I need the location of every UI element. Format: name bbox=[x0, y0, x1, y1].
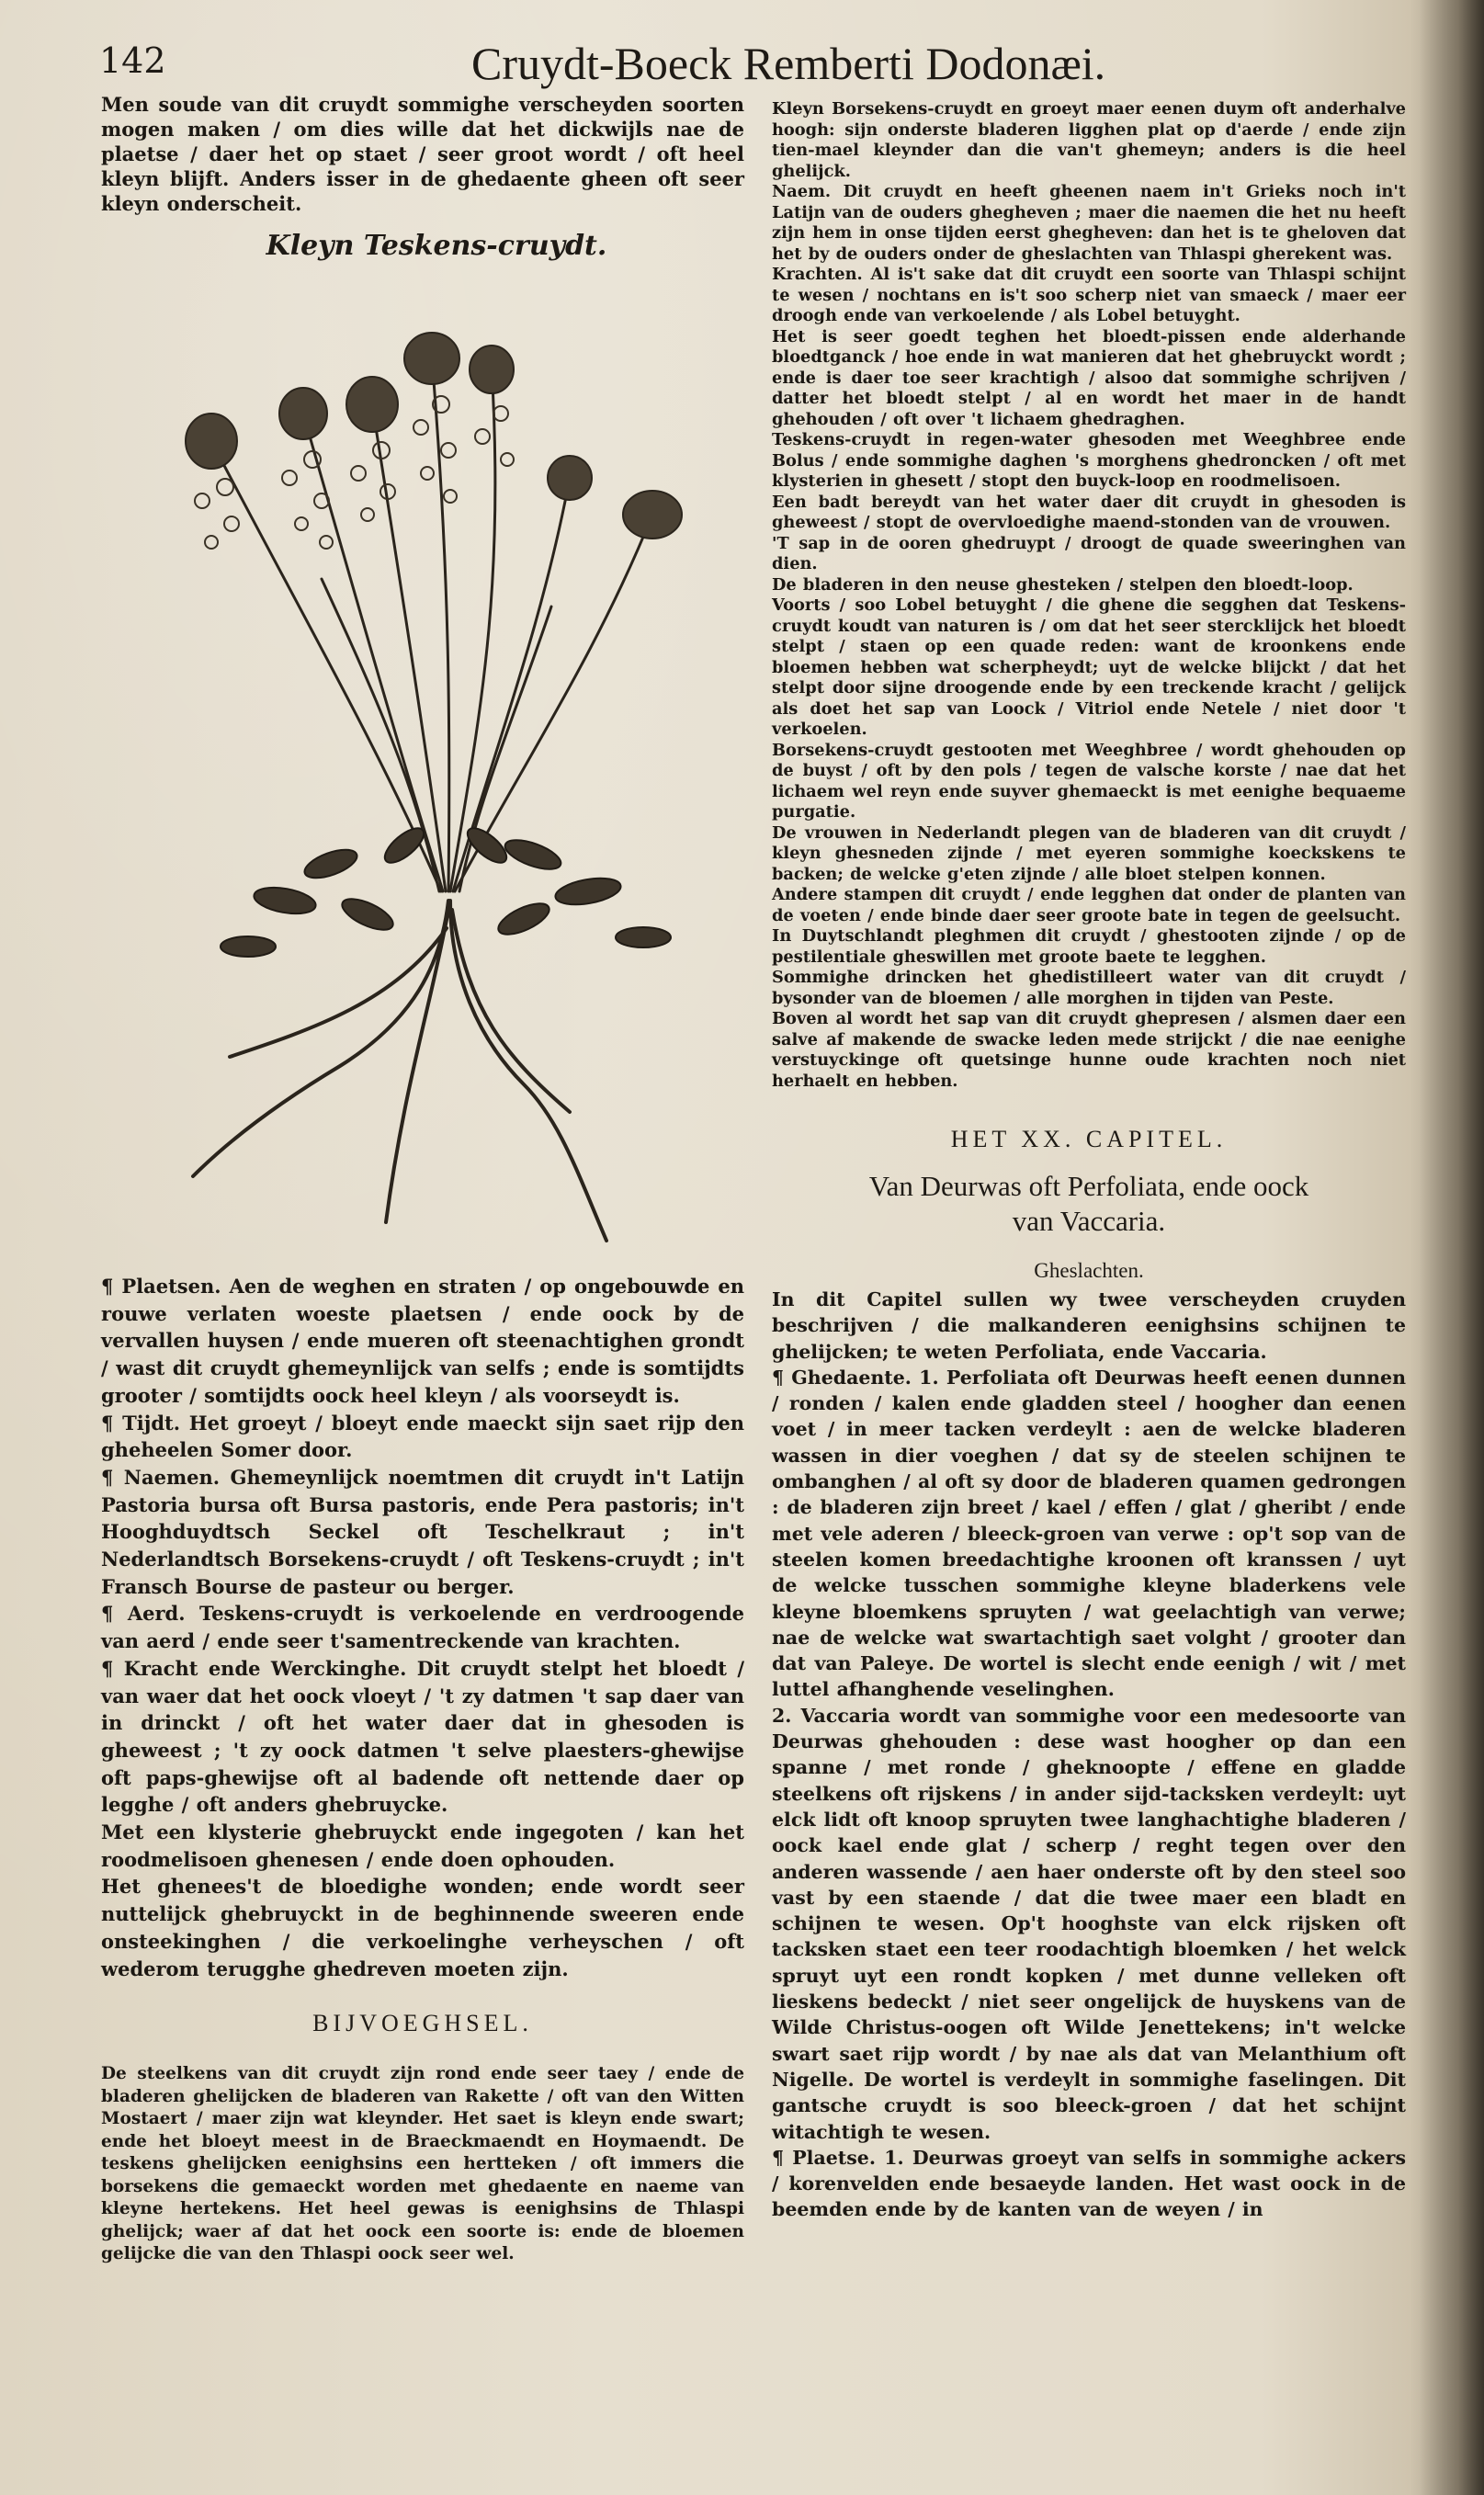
right-paragraph: Teskens-cruydt in regen-water ghesoden met Weeghbree ende Bolus / ende sommighe daghen 's morghens ghedroncken / oft met klysterien in ghesett / stopt den buyck-loop en roodmelisoen. bbox=[772, 430, 1406, 491]
right-paragraph: Voorts / soo Lobel betuyght / die ghene die segghen dat Teskens-cruydt koudt van naturen is / om dat het seer stercklijck het bloedt stelpt / staen op een quade reden: want de kroonkens ende bloemen hebben wat scherpheydt; uyt de welcke blijckt / dat het stelpt door sijne droogende ende by een treckende kracht / gelijck als doet het sap van Loock / Vitriol ende Netele / niet door 't verkoelen. bbox=[772, 595, 1406, 739]
chapter-title-line-1: Van Deurwas oft Perfoliata, ende oock bbox=[868, 1170, 1309, 1202]
bijvoeghsel-heading: BIJVOEGHSEL. bbox=[312, 2010, 533, 2036]
chapter-title-line-2: van Vaccaria. bbox=[1012, 1205, 1166, 1237]
paragraph-naemen: ¶ Naemen. Ghemeynlijck noemtmen dit cruydt in't Latijn Pastoria bursa oft Bursa pastoris, ende Pera pastoris; in't Hooghduydtsch Seckel oft Teschelkraut ; in't Nederlandtsch Borsekens-cruydt / oft Teskens-cruydt ; in't Fransch Bourse de pasteur ou berger. bbox=[101, 1465, 744, 1598]
bijvoeghsel-paragraph: De steelkens van dit cruydt zijn rond ende seer taey / ende de bladeren ghelijcken de bladeren van Rakette / oft van den Witten Mostaert / maer zijn wat kleynder. Het saet is kleyn ende swart; ende het bloeyt meest in de Braeckmaendt en Hoymaendt. De teskens ghelijcken eenighsins een hertteken / oft immers die borsekens die gemaeckt worden met ghedaente en naeme van kleyne hertekens. Het heel gewas is eenighsins de Thlaspi ghelijck; waer af dat het oock een soorte is: ende de bloemen gelijcke die van den Thlaspi oock seer wel. bbox=[101, 2064, 744, 2263]
paragraph-klysterie: Met een klysterie ghebruyckt ende ingegoten / kan het roodmelisoen ghenesen / ende doen ophouden. bbox=[101, 1820, 744, 1871]
plaetse-paragraph: ¶ Plaetse. 1. Deurwas groeyt van selfs in sommighe ackers / korenvelden ende besaeyde landen. Het wast oock in de beemden ende by de kanten van de weyen / in bbox=[772, 2146, 1406, 2221]
right-paragraph: Naem. Dit cruydt en heeft gheenen naem in't Grieks noch in't Latijn van de ouders ghegheven ; maer die naemen die het nu heeft zijn hem in onse tijden eerst ghegheven: dan het is te gheloven dat het by de ouders onder de gheslachten van Thlaspi gherekent was. bbox=[772, 182, 1406, 264]
right-paragraph: Een badt bereydt van het water daer dit cruydt in ghesoden is gheweest / stopt de overvloedighe maend-stonden van de vrouwen. bbox=[772, 492, 1406, 532]
left-intro-paragraph: Men soude van dit cruydt sommighe verscheyden soorten mogen maken / om dies wille dat het dickwijls nae de plaetse / daer het op staet / seer groot wordt / oft heel kleyn blijft. Anders isser in de ghedaente gheen oft seer kleyn onderscheit. bbox=[101, 93, 744, 215]
bijvoeghsel-block bbox=[101, 2063, 744, 2266]
right-paragraph: Sommighe drincken het ghedistilleert water van dit cruydt / bysonder van de bloemen / alle morghen in tijden van Peste. bbox=[772, 968, 1406, 1008]
chapter-title bbox=[772, 1169, 1406, 1239]
right-paragraph: 'T sap in de ooren ghedruypt / droogt de quade sweeringhen van dien. bbox=[772, 533, 1406, 573]
gutter-shadow bbox=[1420, 0, 1484, 2495]
right-paragraph: Het is seer goedt teghen het bloedt-pissen ende alderhande bloedtganck / hoe ende in wat manieren dat het ghebruyckt wordt ; ende is daer toe seer krachtigh / alsoo dat sommighe schrijven / datter het bloedt stelpt / al en wordt het maer in de handt ghehouden / oft over 't lichaem ghedraghen. bbox=[772, 326, 1406, 429]
paragraph-kracht: ¶ Kracht ende Werckinghe. Dit cruydt stelpt het bloedt / van waer dat het oock vloeyt / 't zy datmen 't sap daer van in drinckt / oft het water daer dat in ghesoden is gheweest ; 't zy oock datmen 't selve plaesters-ghewijse oft paps-ghewijse oft al badende oft nettende daer op legghe / oft anders ghebruycke. bbox=[101, 1656, 744, 1817]
page-number: 142 bbox=[99, 40, 166, 81]
right-top-block bbox=[772, 99, 1406, 1092]
figure-caption: Kleyn Teskens-cruydt. bbox=[266, 230, 607, 262]
right-paragraph: De bladeren in den neuse ghesteken / stelpen den bloedt-loop. bbox=[772, 574, 1354, 595]
paragraph-tijdt: ¶ Tijdt. Het groeyt / bloeyt ende maeckt sijn saet rijp den gheheelen Somer door. bbox=[101, 1411, 744, 1462]
paragraph-wonden: Het ghenees't de bloedighe wonden; ende wordt seer nuttelijck ghebruyckt in de beghinnende sweeren ende onsteekinghen / die verkoelinghe verheyschen / oft wederom terugghe ghedreven moeten zijn. bbox=[101, 1875, 744, 1980]
right-paragraph: Krachten. Al is't sake dat dit cruydt een soorte van Thlaspi schijnt te wesen / nochtans en is't soo scherp niet van smaeck / maer eer droogh ende van verkoelende / als Lobel betuyght. bbox=[772, 265, 1406, 325]
vaccaria-paragraph: 2. Vaccaria wordt van sommighe voor een medesoorte van Deurwas ghehouden : dese wast hoogher op dan een spanne / met ronde / gheknoopte / effene en gladde steelkens oft rijskens / in ander sijd-tacksken verdeylt: uyt elck lidt oft knoop spruyten twee langhachtighe bladeren / oock kael ende glat / scherp / reght tegen over den anderen wassende / aen haer onderste oft by den steel soo vast by een staende / dat die twee maer een bladt en schijnen te wesen. Op't hooghste van elck rijsken oft tacksken staet een teer roodachtigh bloemken / het welck spruyt uyt een rondt kopken / met dunne velleken oft lieskens bedeckt / niet seer ongelijck de huyskens van de Wilde Christus-oogen oft Wilde Jenettekens; in't welcke swart saet rijp wordt / by nae als dat van Melanthium oft Nigelle. De wortel is verdeylt in sommighe faselingen. Dit gantsche cruydt is soo bleeck-groen / dat het schijnt witachtigh te wesen. bbox=[772, 1704, 1406, 2143]
left-body-block bbox=[101, 1273, 744, 1982]
right-paragraph: Borsekens-cruydt gestooten met Weeghbree / wordt ghehouden op de buyst / oft by den pols / tegen de valsche korste / nae dat het lichaem wel reyn ende suyver ghemaeckt is met eenighe bequaeme purgatie. bbox=[772, 740, 1406, 822]
chapter-heading: HET XX. CAPITEL. bbox=[950, 1126, 1228, 1152]
ghedaente-paragraph: ¶ Ghedaente. 1. Perfoliata oft Deurwas heeft eenen dunnen / ronden / kalen ende gladden steel / hoogher dan eenen voet / in meer tacken verdeylt : aen de welcke bladeren wassen in dier voeghen / dat sy de steelen schijnen te ombanghen / al oft sy door de bladeren quamen gedrongen : de bladeren zijn breet / kael / effen / glat / gheribt / ende met vele aderen / bleeck-groen van verwe : op't sop van de steelen komen breedachtighe kroonen oft kranssen / uyt de welcke tusschen sommighe kleyne bladerkens vele kleyne bloemkens spruyten / wat geelachtigh van verwe; nae de welcke wat swartachtigh saet volght / grooter dan dat van Paleye. De wortel is slecht ende eenigh / wit / met luttel afhanghende veselinghen. bbox=[772, 1366, 1406, 1701]
left-top-block bbox=[101, 92, 744, 216]
chapter-subheading: Gheslachten. bbox=[1034, 1259, 1144, 1282]
right-paragraph: De vrouwen in Nederlandt plegen van de bladeren van dit cruydt / kleyn ghesneden zijnde / met eyeren sommighe koeckskens te backen; de welcke g'eten zijnde / alle bloet stelpen konnen. bbox=[772, 822, 1406, 884]
right-paragraph: In Duytschlandt pleghmen dit cruydt / ghestooten zijnde / op de pestilentiale gheswillen met groote baete te legghen. bbox=[772, 926, 1406, 967]
right-paragraph: Andere stampen dit cruydt / ende legghen dat onder de planten van de voeten / ende binde daer seer groote bate in tegen de geelsucht. bbox=[772, 885, 1406, 925]
right-body-block bbox=[772, 1287, 1406, 2223]
right-paragraph: Boven al wordt het sap van dit cruydt ghepresen / alsmen daer een salve af makende de swacke leden mede strijckt / die nae eenighe verstuyckinge oft quetsinge hunne oude krachten noch niet herhaelt en hebben. bbox=[772, 1009, 1406, 1091]
page-header bbox=[99, 35, 1422, 90]
plant-woodcut-illustration bbox=[175, 303, 708, 1259]
chapter-intro-paragraph: In dit Capitel sullen wy twee verscheyden cruyden beschrijven / die malkanderen eenighsins schijnen te ghelijcken; te weten Perfoliata, ende Vaccaria. bbox=[772, 1288, 1406, 1363]
paragraph-aerd: ¶ Aerd. Teskens-cruydt is verkoelende en verdroogende van aerd / ende seer t'samentreckende van krachten. bbox=[101, 1602, 744, 1653]
running-title: Cruydt-Boeck Remberti Dodonæi. bbox=[471, 38, 1106, 89]
right-paragraph: Kleyn Borsekens-cruydt en groeyt maer eenen duym oft anderhalve hoogh: sijn onderste bladeren ligghen plat op d'aerde / ende zijn tien-mael kleynder dan die van't ghemeyn; anders is die heel ghelijck. bbox=[772, 99, 1406, 181]
paragraph-plaetsen: ¶ Plaetsen. Aen de weghen en straten / op ongebouwde en rouwe verlaten woeste plaetsen / ende oock by de vervallen huysen / ende mueren oft steenachtighen grondt / wast dit cruydt ghemeynlijck van selfs ; ende is somtijdts grooter / somtijdts oock heel kleyn / als voorseydt is. bbox=[101, 1275, 744, 1407]
